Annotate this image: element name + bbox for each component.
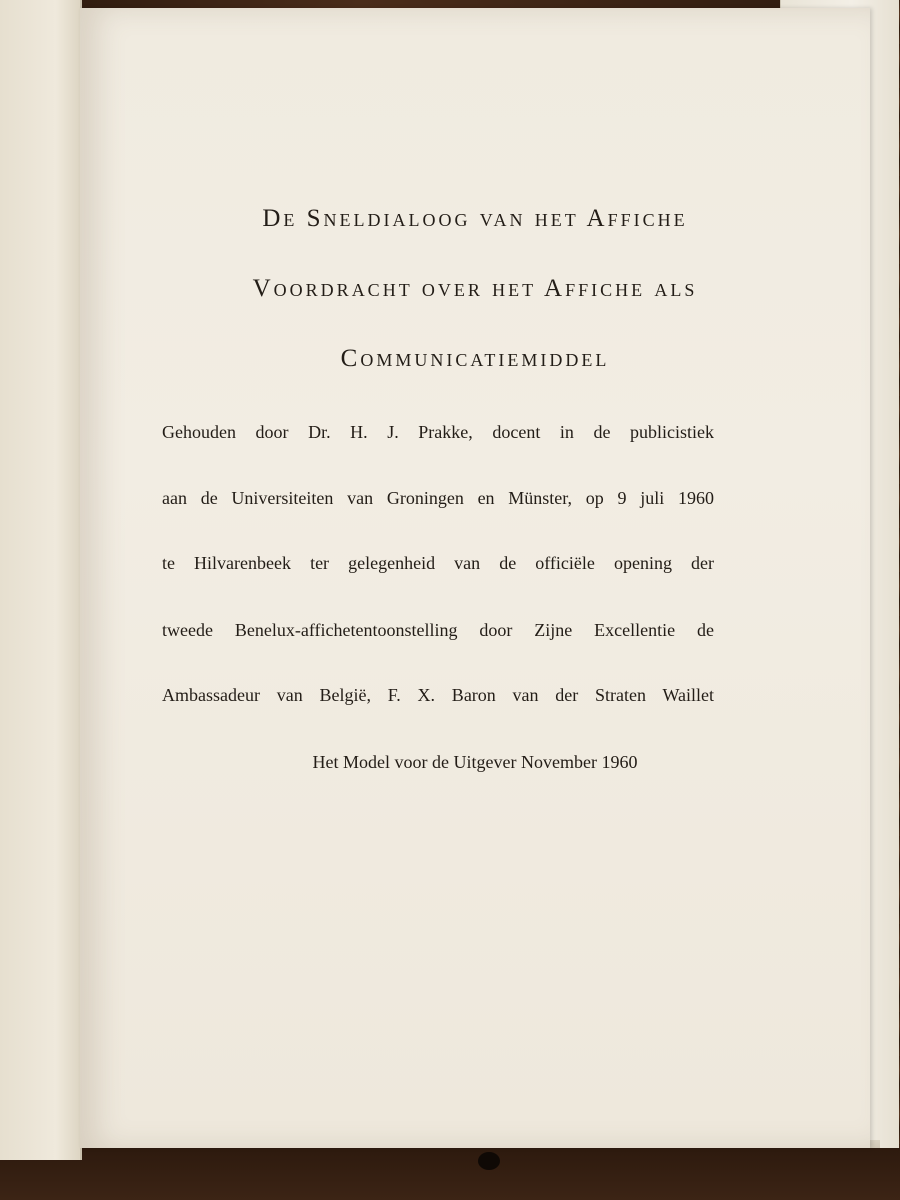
table-bottom-edge <box>0 1148 900 1200</box>
title-page <box>80 8 870 1148</box>
body-line-4: tweede Benelux-affichetentoonstelling door Zijne Excellentie de <box>162 620 714 640</box>
title-line-2: Voordracht over het Affiche als <box>252 275 698 302</box>
body-line-5: Ambassadeur van België, F. X. Baron van der Straten Waillet <box>162 685 714 705</box>
wood-knot <box>478 1152 500 1170</box>
title-line-3: Communicatiemiddel <box>340 345 610 372</box>
body-line-2: aan de Universiteiten van Groningen en Münster, op 9 juli 1960 <box>162 488 714 508</box>
imprint-line: Het Model voor de Uitgever November 1960 <box>312 752 638 772</box>
body-line-3: te Hilvarenbeek ter gelegenheid van de officiële opening der <box>162 553 714 573</box>
title-line-1: De Sneldialoog van het Affiche <box>262 205 688 232</box>
left-cover-page <box>0 0 82 1160</box>
body-line-1: Gehouden door Dr. H. J. Prakke, docent in de publicistiek <box>162 422 714 442</box>
